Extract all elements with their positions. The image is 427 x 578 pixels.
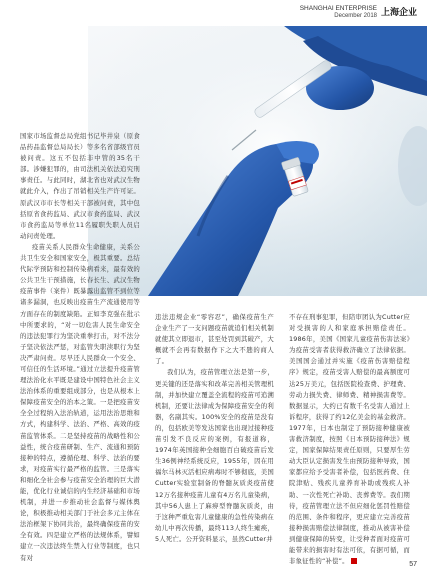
paragraph: 我们认为，疫苗管理立法是第一步，更关键的还是落实和改革完善相关管理机制，并加快建立覆盖全流程的疫苗可追溯机制，还要让法律成为保障疫苗安全的利器，名副其实。100%安全的疫苗是没有的，包括欧美等发达国家也出现过接种疫苗引发不良反应的案例，有报道称，1974年英国接种全细胞百白破疫苗后发生36例神经系统反应，1955年，因在用福尔马林灭活相应病毒时不够彻底，美国Cutter实验室制备的脊髓灰质炎疫苗使12万名接种疫苗儿童有4万名儿童染病，其中56人患上了麻痹型脊髓灰质炎，由于这种严重危害儿童健康的急性传染病在幼儿中再次传播，最终113人终生瘫痪，5人死亡。公开资料显示，虽然Cutter并 — [155, 368, 274, 543]
paragraph: 国家市场监督总局党组书记毕井泉（原食品药品监督总局局长）等多名省部级官员被问责。这五不包括非中管的35名干部。涉嫌犯罪的，由司法机关依法追究刑事责任。与此同时，湖北省也对武汉生物就此介入，作出了吊销相关生产许可证。原武汉市市长等相关干部被问责，其中包括原省食药监局、武汉市食药监局、武汉市食药监局等单位11名履职失职人员启动问责处理。 — [20, 132, 140, 240]
paragraph — [289, 312, 410, 567]
issue-date: December 2018 — [334, 12, 377, 19]
article-column-2 — [155, 312, 274, 545]
magazine-logo: 上海企业 — [380, 8, 417, 18]
paragraph: 违法违规企业“零容忍”，确保疫苗生产企业生产了一支问题疫苗就追们相关机制就使其立即退市，甚至处罚到其破产，大概就不会再有数据作下之大不韪的商人了。 — [155, 313, 274, 366]
paragraph-text: 不存在刑事犯罪，但陪审团认为Cutter应对受损害的人和家庭承担赔偿责任。1986年，美国《国家儿童疫苗伤害法案》为疫苗受害者获得救济确立了法律依据。美国国会通过并实施《疫苗伤害赔偿程序》规定，疫苗受害人赔偿的最高额度可达25万美元，包括医院检查费、护理费、劳动力损失费、律师费、精神损害费等。数据显示，大约已有数千名受害人通过上诉程序，获得了约12亿美金的基金救济。1977年，日本也制定了预防接种健康被害救济制度，按照《日本预防接种法》规定，国家保障结果责任原则，只要厚生劳动大臣认定损害发生由预防接种导致，国家都应给予受害者补偿，包括医药费、住院津贴、残疾儿童养育补助或残疾人补助、一次性死亡补助、丧葬费等。我们期待，疫苗管理立法不但应细化惩罚性赔偿的范围、条件和程序，更应建立完善疫苗接种损害赔偿法律制度，推动从被害补偿到健康保障的转变，让受种者面对疫苗可能带来的损害时有法可依，有据可循，而非象征性的“补偿”。 — [289, 313, 410, 566]
end-mark-icon — [351, 558, 357, 564]
paragraph: 疫苗关系人民群众生命健康，关系公共卫生安全和国家安全，极其重要。总结代际学预防和控制传染病看来，最有效的公共卫生干预措施，长春长生、武汉生物疫苗事件（案件）既暴露出监管不到位等诸多漏洞，也反映出疫苗生产流通使用等方面存在的制度缺陷。正如李克强在批示中所要求的，“对一切危害人民生命安全的违法犯罪行为坚决重拳打击，对不法分子坚决依法严惩，对监管失职渎职行为坚决严肃问责。尽早还人民群众一个安全、可信任的生活环境。”通过立法提升疫苗管理法治化水平既是建设中国特色社会主义法治体系的重要组成部分，也是从根本上保障疫苗安全的治本之策。一是把疫苗安全全过程纳入法治轨道，运用法治思维和方式，构建科学、法治、严格、高效的疫苗监管体系。二是坚持疫苗的战略性和公益性，统合疫苗研制、生产、流通和预防接种的特点，遵循伦理、科学、法治的要求，对疫苗实行最严格的监管。三是落实和细化全社会参与疫苗安全治理的巨大潜能，优化行业诚信的内生经济基础和市场机制，并进一步推动社会监督与媒体舆论，积极推动相关部门于社会多元主体在法治框架下协同共治，最终确保疫苗的安全有效。四是建立严格的法规体系，譬如建立一次违法终生禁入行业等制度，也只有对 — [20, 242, 140, 562]
page-number: 57 — [409, 561, 417, 568]
page-header — [300, 5, 417, 20]
publication-name: SHANGHAI ENTERPRISE — [299, 5, 377, 12]
article-column-1 — [20, 131, 140, 564]
article-column-3 — [289, 312, 410, 567]
